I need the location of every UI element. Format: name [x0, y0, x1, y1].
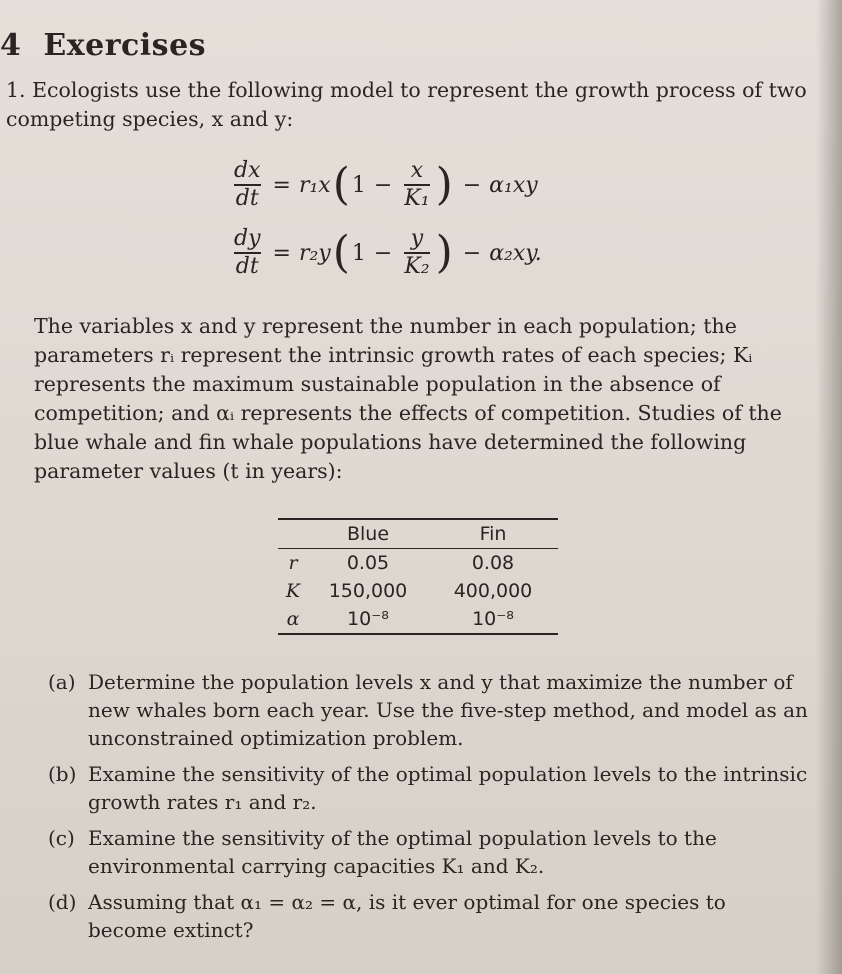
table-row-k — [278, 577, 558, 605]
section-title: Exercises — [43, 28, 207, 63]
table-row-r — [278, 549, 558, 577]
competition-term: α₂xy. — [489, 240, 542, 266]
rate-term: r₂y — [298, 240, 331, 266]
column-header-fin: Fin — [479, 523, 507, 545]
row-label: α — [286, 608, 300, 630]
parameter-table — [278, 518, 558, 635]
row-label: K — [285, 580, 301, 602]
problem-number: 1. — [6, 78, 26, 102]
page-binding-shadow — [816, 0, 842, 974]
problem-intro-text: Ecologists use the following model to represent the growth process of two competing species, x and y: — [6, 78, 807, 131]
derivative-dy-dt: $\frac{dy}{dt}$ — [234, 226, 261, 279]
column-header-blue: Blue — [346, 523, 390, 545]
table-header-row — [278, 520, 558, 549]
section-heading — [0, 28, 206, 63]
row-label: r — [288, 552, 298, 574]
part-b: (b) Examine the sensitivity of the optimal population levels to the intrinsic growth rates r₁ and r₂. — [48, 762, 808, 814]
part-c: (c) Examine the sensitivity of the optimal population levels to the environmental carrying capacities K₁ and K₂. — [48, 826, 717, 878]
part-a: (a) Determine the population levels x and y that maximize the number of new whales born each year. Use the five-step method, and model as an unconstrained optimization problem. — [48, 670, 808, 750]
exercise-parts — [48, 668, 808, 952]
table-cell: 400,000 — [453, 580, 533, 602]
part-d: (d) Assuming that α₁ = α₂ = α, is it ever optimal for one species to become extinct? — [48, 890, 726, 942]
derivative-dx-dt: $\frac{dx}{dt}$ — [234, 158, 261, 211]
equation-dy: $\frac{dy}{dt}$ = r₂y ( 1 − $\frac{y}{\text{K₂}}$ ) − α₂xy. — [234, 226, 542, 279]
rate-term: r₁x — [298, 172, 331, 198]
capacity-fraction: $\frac{x}{\text{K₁}}$ — [404, 158, 430, 211]
equation-dx: $\frac{dx}{dt}$ = r₁x ( 1 − $\frac{x}{\text{K₁}}$ ) − α₁xy — [234, 158, 538, 211]
competition-term: α₁xy — [489, 172, 538, 198]
table-row-alpha — [278, 605, 558, 633]
table-cell: 0.08 — [471, 552, 515, 574]
capacity-fraction: $\frac{y}{\text{K₂}}$ — [404, 226, 430, 279]
problem-description: The variables x and y represent the number in each population; the parameters rᵢ represent the intrinsic growth rates of each species; Kᵢ represents the maximum sustainable population in the absence of competition; and αᵢ represents the effects of competition. Studies of the blue whale and fin whale populations have determined the following parameter values (t in years): — [34, 314, 782, 483]
table-cell: 10⁻⁸ — [347, 608, 389, 630]
section-number: 4 — [0, 28, 22, 63]
table-cell: 0.05 — [346, 552, 390, 574]
table-cell: 150,000 — [328, 580, 408, 602]
problem-intro — [6, 76, 816, 134]
equation-system — [230, 155, 610, 285]
table-cell: 10⁻⁸ — [472, 608, 514, 630]
